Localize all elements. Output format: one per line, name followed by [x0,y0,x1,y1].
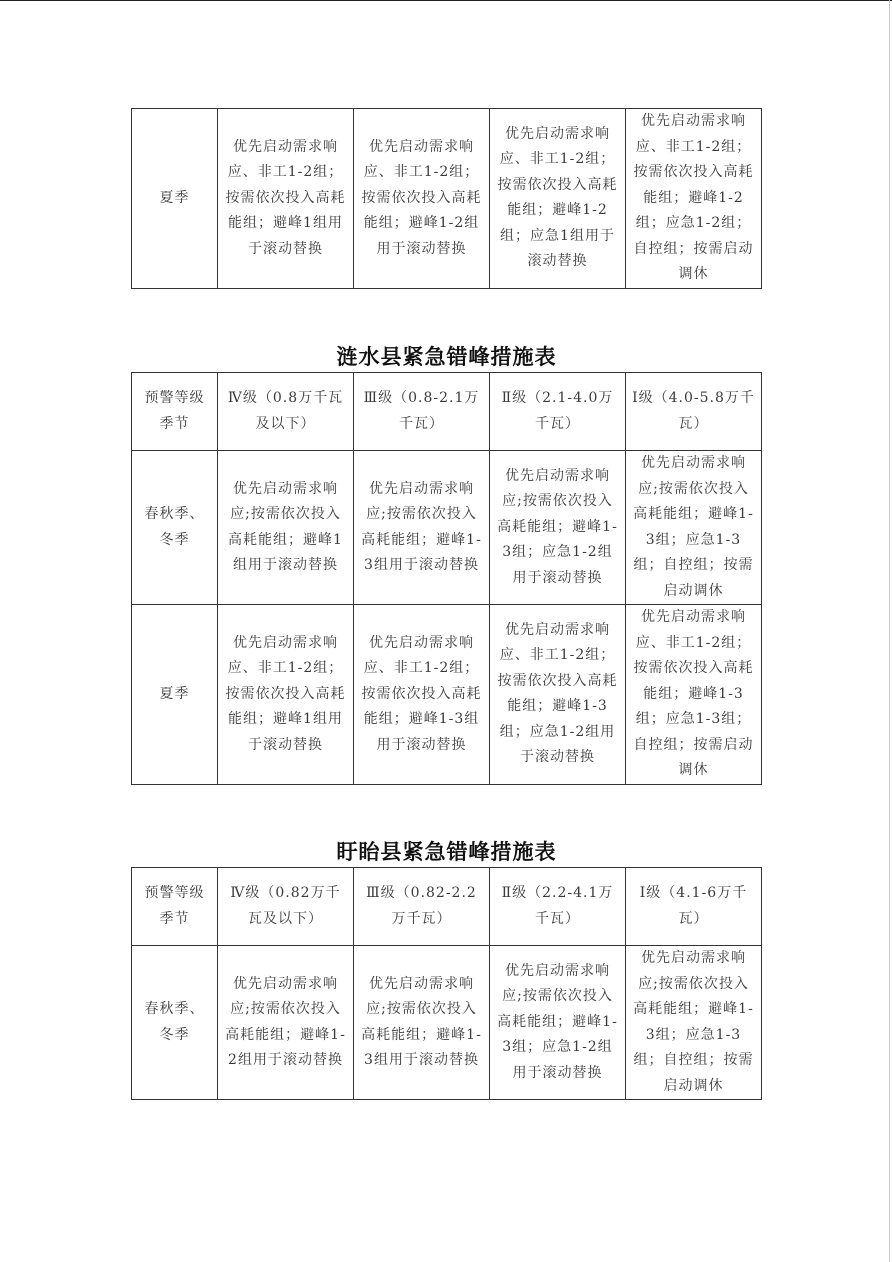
measure-cell-level4: 优先启动需求响应;按需依次投入高耗能组；避峰1-2组用于滚动替换 [218,946,354,1100]
season-cell: 春秋季、冬季 [132,946,218,1100]
measure-cell-level1: 优先启动需求响应、非工1-2组；按需依次投入高耗能组；避峰1-2组；应急1-2组；自控组；按需启动调休 [626,109,762,289]
header-corner-cell: 预警等级季节 [132,373,218,451]
page-right-edge [889,0,890,1262]
table-title-lianshui: 涟水县紧急错峰措施表 [336,345,557,369]
table-header-row [132,373,762,451]
measure-cell-level3: 优先启动需求响应;按需依次投入高耗能组；避峰1-3组用于滚动替换 [354,451,490,605]
season-cell: 春秋季、冬季 [132,451,218,605]
measure-cell-level1: 优先启动需求响应、非工1-2组；按需依次投入高耗能组；避峰1-3组；应急1-3组；自控组；按需启动调休 [626,605,762,785]
header-level2: Ⅱ级（2.1-4.0万千瓦） [490,373,626,451]
measure-cell-level4: 优先启动需求响应;按需依次投入高耗能组；避峰1组用于滚动替换 [218,451,354,605]
table-row-spring-autumn-winter [132,946,762,1100]
table-row-spring-autumn-winter [132,451,762,605]
table-xuyi [131,867,762,1100]
header-level2: Ⅱ级（2.2-4.1万千瓦） [490,868,626,946]
header-level1: Ⅰ级（4.1-6万千瓦） [626,868,762,946]
header-level3: Ⅲ级（0.8-2.1万千瓦） [354,373,490,451]
measure-cell-level2: 优先启动需求响应、非工1-2组；按需依次投入高耗能组；避峰1-2组；应急1组用于滚动替换 [490,109,626,289]
header-level3: Ⅲ级（0.82-2.2万千瓦） [354,868,490,946]
season-cell: 夏季 [132,605,218,785]
measure-cell-level2: 优先启动需求响应;按需依次投入高耗能组；避峰1-3组；应急1-2组用于滚动替换 [490,451,626,605]
header-corner-cell: 预警等级季节 [132,868,218,946]
table-continued [131,108,762,289]
table-row-summer [132,605,762,785]
table-lianshui [131,372,762,785]
measure-cell-level2: 优先启动需求响应、非工1-2组；按需依次投入高耗能组；避峰1-3组；应急1-2组用于滚动替换 [490,605,626,785]
header-level4: Ⅳ级（0.8万千瓦及以下） [218,373,354,451]
header-level4: Ⅳ级（0.82万千瓦及以下） [218,868,354,946]
page-top-rule [0,0,892,1]
measure-cell-level1: 优先启动需求响应;按需依次投入高耗能组；避峰1-3组；应急1-3组；自控组；按需启动调休 [626,451,762,605]
measure-cell-level1: 优先启动需求响应;按需依次投入高耗能组；避峰1-3组；应急1-3组；自控组；按需启动调休 [626,946,762,1100]
measure-cell-level3: 优先启动需求响应;按需依次投入高耗能组；避峰1-3组用于滚动替换 [354,946,490,1100]
measure-cell-level4: 优先启动需求响应、非工1-2组；按需依次投入高耗能组；避峰1组用于滚动替换 [218,109,354,289]
measure-cell-level3: 优先启动需求响应、非工1-2组；按需依次投入高耗能组；避峰1-3组用于滚动替换 [354,605,490,785]
header-level1: Ⅰ级（4.0-5.8万千瓦） [626,373,762,451]
table-row-summer [132,109,762,289]
measure-cell-level2: 优先启动需求响应;按需依次投入高耗能组；避峰1-3组；应急1-2组用于滚动替换 [490,946,626,1100]
table-header-row [132,868,762,946]
season-cell: 夏季 [132,109,218,289]
table-title-xuyi: 盱眙县紧急错峰措施表 [336,840,557,864]
measure-cell-level4: 优先启动需求响应、非工1-2组；按需依次投入高耗能组；避峰1组用于滚动替换 [218,605,354,785]
measure-cell-level3: 优先启动需求响应、非工1-2组；按需依次投入高耗能组；避峰1-2组用于滚动替换 [354,109,490,289]
